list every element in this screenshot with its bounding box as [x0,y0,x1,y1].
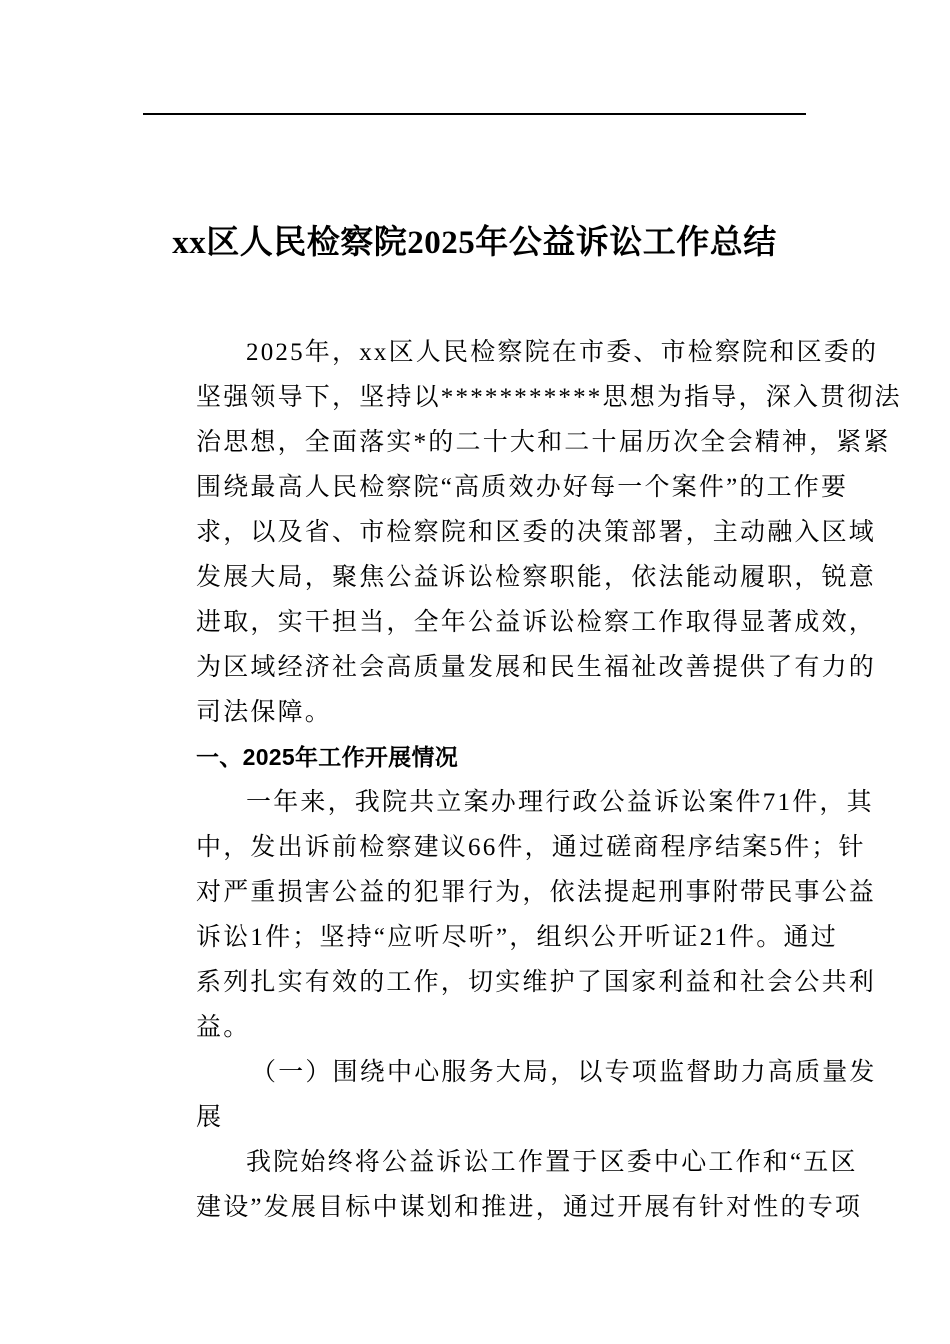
text-line: 司法保障。 [196,699,333,726]
text-line: 对严重损害公益的犯罪行为，依法提起刑事附带民事公益 [196,879,877,906]
text-line: 进取，实干担当，全年公益诉讼检察工作取得显著成效， [196,609,877,636]
text-line: 一年来，我院共立案办理行政公益诉讼案件71件，其 [246,789,874,816]
text-line: 我院始终将公益诉讼工作置于区委中心工作和“五区 [246,1149,858,1176]
text-line: 益。 [196,1014,251,1041]
text-line: 为区域经济社会高质量发展和民生福祉改善提供了有力的 [196,654,877,681]
intro-paragraph [146,330,902,735]
text-line: （一）围绕中心服务大局，以专项监督助力高质量发 [251,1059,877,1086]
text-line: 诉讼1件；坚持“应听尽听”，组织公开听证21件。通过 [196,924,838,951]
text-line: 围绕最高人民检察院“高质效办好每一个案件”的工作要 [196,474,849,501]
subsection-paragraph [146,1140,863,1230]
text-line: 2025年，xx区人民检察院在市委、市检察院和区委的 [246,339,879,366]
subsection-heading-1 [146,1050,877,1140]
text-line: 中，发出诉前检察建议66件，通过磋商程序结案5件；针 [196,834,866,861]
header-rule [143,113,806,115]
text-line: 求，以及省、市检察院和区委的决策部署，主动融入区域 [196,519,877,546]
document-title: xx区人民检察院2025年公益诉讼工作总结 [172,225,777,262]
text-line: 展 [196,1104,224,1131]
text-line: 发展大局，聚焦公益诉讼检察职能，依法能动履职，锐意 [196,564,877,591]
text-line: 建设”发展目标中谋划和推进，通过开展有针对性的专项 [196,1194,863,1221]
document-body [146,330,902,1230]
summary-paragraph [146,780,877,1050]
text-line: 系列扎实有效的工作，切实维护了国家利益和社会公共利 [196,969,877,996]
text-line: 治思想，全面落实*的二十大和二十届历次全会精神，紧紧 [196,429,891,456]
section-heading-1: 一、2025年工作开展情况 [196,744,459,770]
text-line: 坚强领导下，坚持以***********思想为指导，深入贯彻法 [196,384,902,411]
